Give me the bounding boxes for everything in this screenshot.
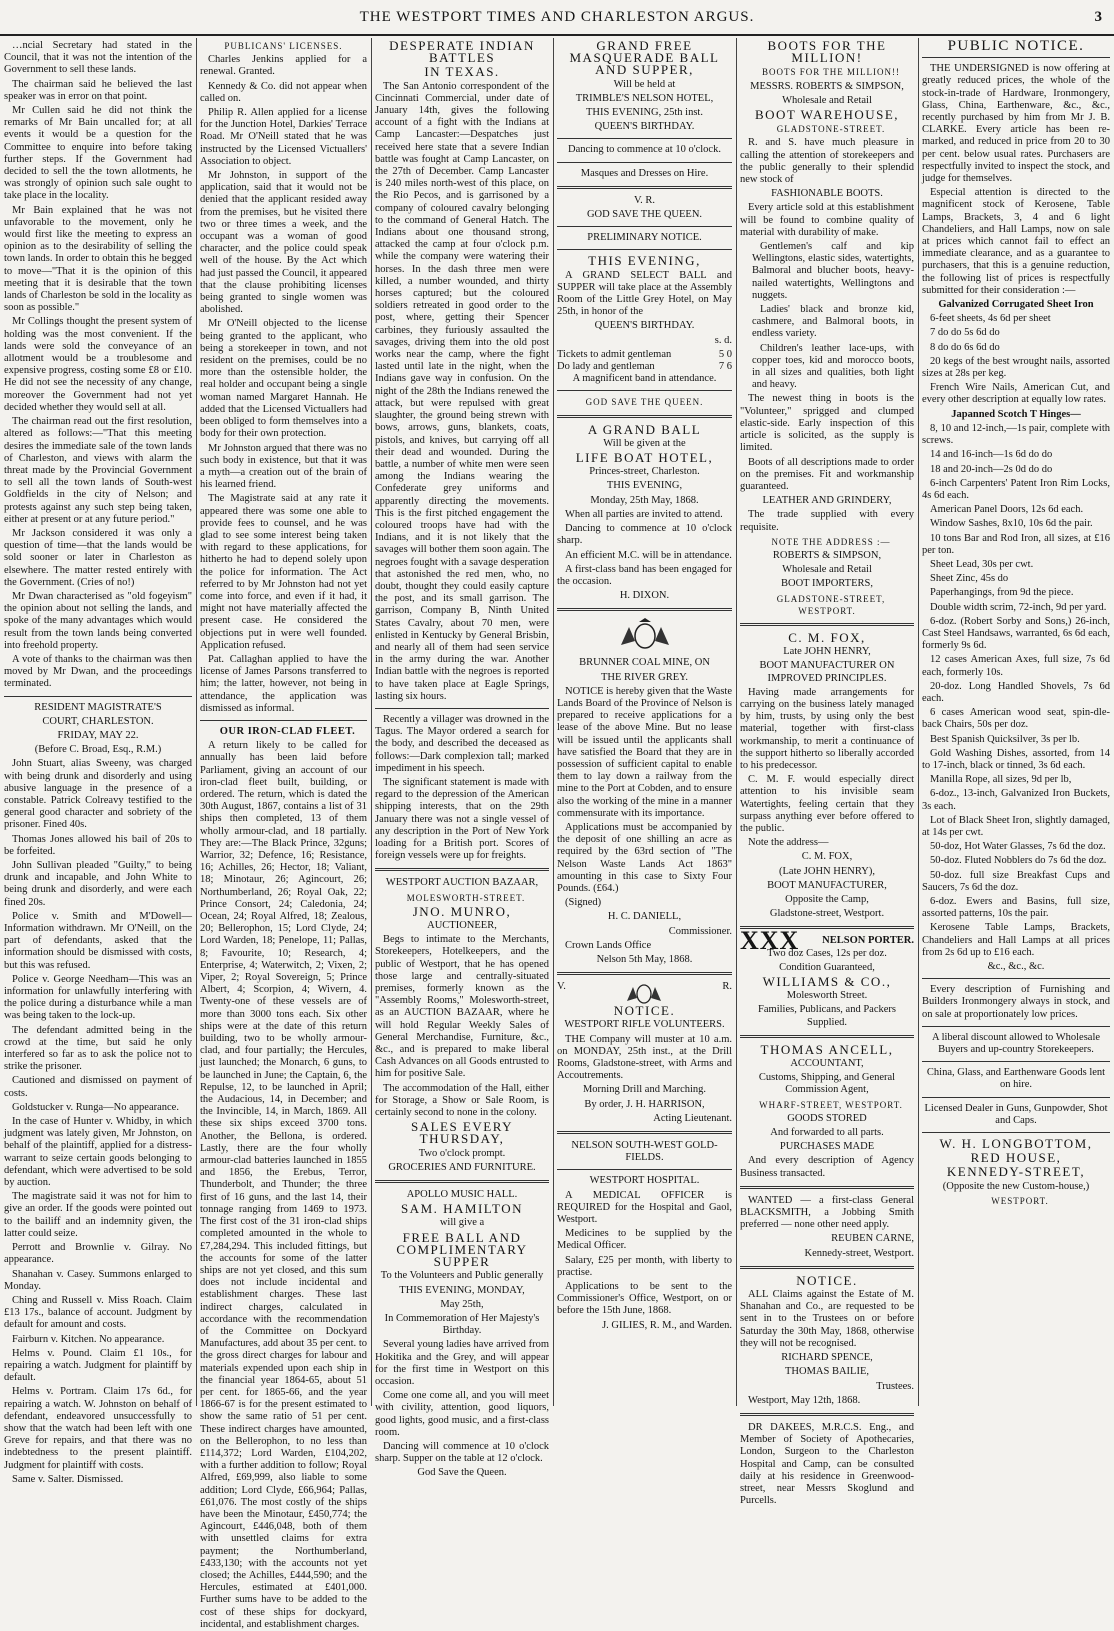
ad-text: Families, Publicans, and Packers Supplied. [758, 1004, 896, 1028]
court-case: John Stuart, alias Sweeny, was charged with being drunk and disorderly and using abusive language in the presence of a constable. Patrick Colreavy testified to the general good character and sobriety of the prisoner. Fined 40s. [4, 758, 192, 831]
ad-text: Two o'clock prompt. [418, 1147, 506, 1159]
price-item: Sheet Zinc, 45s do [930, 573, 1009, 585]
ad-text: Commissioner. [668, 925, 732, 937]
article-paragraph: Mr O'Neill objected to the license being granted to the applicant, who being a storekeeper in town, and not resident on the premises, could be no more than the ostensible holder, the real holder and occupant being a single woman named Margaret Hannah. He added that the Licensed Victuallers had been obliged to form themselves into a body for their own protection. [200, 318, 367, 440]
article-paragraph: Kennedy & Co. did not appear when called on. [200, 80, 367, 104]
price-item: 6-doz. (Robert Sorby and Sons,) 26-inch, Cast Steel Handsaws, warranted, 6s 6d each, formerly 9s 6d. [922, 615, 1110, 652]
price-item: Gold Washing Dishes, assorted, from 14 to 17-inch, black or tinned, 3s 6d each. [922, 747, 1110, 771]
price-label: Do lady and gentleman [557, 361, 655, 373]
article-paragraph: Mr Dwan characterised as "old fogeyism" the opinion about not selling the lands, and spoke of the many advantages which would result from the town lands being converted into freehold property. [4, 590, 192, 651]
article-paragraph: The chairman said he believed the last speaker was in error on that point. [4, 78, 192, 102]
article-paragraph: Mr Jackson considered it was only a question of time—that the lands would be sold sooner or later in Charleston as elsewhere. The matter rested entirely with the Government. (Cries of no!) [4, 527, 192, 588]
price-item: French Wire Nails, American Cut, and every other description at equally low rates. [922, 382, 1110, 406]
article-heading: OUR IRON-CLAD FLEET. [219, 725, 356, 737]
ad-heading: QUEEN'S BIRTHDAY. [594, 320, 695, 332]
section-heading: PUBLICANS' LICENSES. [224, 41, 343, 51]
ad-text: Every description of Furnishing and Builders Ironmongery always in stock, and on sale at proportionately low prices. [922, 984, 1110, 1020]
divider [740, 1035, 914, 1038]
price-item: 8, 10 and 12-inch,—1s pair, complete with screws. [922, 422, 1110, 447]
divider [557, 249, 732, 250]
ad-heading: GROCERIES AND FURNITURE. [388, 1161, 536, 1173]
ad-heading: PURCHASES MADE [779, 1141, 875, 1153]
divider [375, 1180, 549, 1183]
column-rule [918, 38, 919, 1406]
column-rule [736, 38, 737, 1406]
court-case: Same v. Salter. Dismissed. [12, 1473, 124, 1485]
article-paragraph: Mr Bain explained that he was not unfavorable to the movement, only he would first like the meeting to express an opinion as to the desirability of selling the town lands. In order to obtain this he begged to move—"That it is the opinion of this meeting that it is desirable that the town lands of Charleston be sold in the locality as soon as possible." [4, 204, 192, 314]
ad-text: will give a [439, 1217, 485, 1229]
ad-street: WHARF-STREET, WESTPORT. [759, 1099, 903, 1110]
ad-text: Gentlemen's calf and kip Wellingtons, elastic sides, watertights, Balmoral and blucher boots, heavy-nailed watertights, Wellingtons and nuggets. [752, 241, 914, 301]
ad-signature: By order, J. H. HARRISON, [584, 1098, 705, 1110]
ad-signature: J. GILIES, R. M., and Warden. [602, 1319, 732, 1331]
article-paragraph: Mr Collings thought the present system of holding was the most convenient. If the lands were sold the conveyance of an allotment would be a troublesome and expensive progress, costing some £8 or £10. He did not see the necessity of any change, moreover the Government had not yet decided whether they would sell at all. [4, 316, 192, 413]
price-item: 10 tons Bar and Rod Iron, all sizes, at £16 per ton. [922, 532, 1110, 556]
ad-text: (Late JOHN HENRY), [779, 865, 875, 877]
ad-text: A liberal discount allowed to Wholesale Buyers and up-country Storekeepers. [931, 1031, 1101, 1056]
ad-heading: BOOTS FOR THE MILLION! [767, 38, 887, 66]
ad-heading: APOLLO MUSIC HALL. [406, 1189, 518, 1201]
court-case: Helms v. Portram. Claim 17s 6d., for repairing a watch. W. Johnston on behalf of defendant, endeavored unsuccessfully to show that the watch had been left with one Greve for repairs, and that there was no indebtedness to the present plaintiff. Judgment for plaintiff with costs. [4, 1386, 192, 1471]
court-case: John Sullivan pleaded "Guilty," to being drunk and incapable, and John White to being drunk and disorderly, and were each fined 20s. [4, 860, 192, 908]
ad-text: Will be held at [613, 78, 676, 90]
page-number: 3 [1094, 9, 1102, 25]
ad-heading: NOTICE. [796, 1272, 858, 1288]
divider [557, 138, 732, 139]
court-case: Goldstucker v. Runga—No appearance. [12, 1101, 179, 1113]
article-heading: COURT, CHARLESTON. [42, 715, 154, 727]
article-heading: RESIDENT MAGISTRATE'S [34, 701, 162, 713]
ad-signature: H. DIXON. [619, 590, 670, 602]
divider [375, 708, 549, 709]
divider [922, 978, 1110, 979]
price-item: Kerosene Table Lamps, Brackets, Chandeliers and Hall Lamps at all prices from 2s 6d up to £16 each. [922, 922, 1110, 958]
price-item: Sheet Lead, 30s per cwt. [930, 558, 1034, 570]
ad-text: ACCOUNTANT, [790, 1058, 864, 1070]
price-item: 6 cases American wood seat, spin-dle-back Chairs, 50s per doz. [922, 707, 1110, 731]
price-value: 5 0 [718, 348, 732, 360]
ad-street: GLADSTONE-STREET. [776, 124, 886, 135]
ad-heading: BOOT IMPORTERS, [781, 578, 873, 590]
ad-text: Kennedy-street, Westport. [804, 1247, 914, 1259]
ad-text: WANTED — a first-class General BLACKSMITH, a Jobbing Smith preferred — none other need apply. [740, 1194, 914, 1231]
price-label: Tickets to admit gentleman [557, 348, 672, 360]
court-case: The magistrate said it was not for him to give an order. If the goods were pointed out to the bailiff and an indemnity given, the latter could seize. [4, 1191, 192, 1239]
price-item: 7 do do 5s 6d do [930, 327, 1000, 339]
court-case: In the case of Hunter v. Whidby, in which judgment was lately given, Mr Johnston, on behalf of the plaintiff, applied for a distress-warrant to seize certain goods belonging to defendant, which were advertised to be sold by auction. [4, 1116, 192, 1189]
ad-heading: NELSON SOUTH-WEST GOLD-FIELDS. [571, 1140, 718, 1164]
ad-text: Every article sold at this establishment will be found to combine quality of material with durability of make. [740, 202, 914, 238]
article-paragraph: Philip R. Allen applied for a license for the Junction Hotel, Darkies' Terrace Road. Mr O'Neill stated that he was instructed by the Licensed Victuallers' Association to object. [200, 107, 367, 167]
ad-text: Will be given at the [603, 437, 686, 449]
ad-heading: WESTPORT HOSPITAL. [589, 1175, 700, 1187]
ad-text: Ladies' black and bronze kid, cashmere, and Balmoral boots, in endless variety. [752, 304, 914, 340]
ad-heading: FREE BALL AND COMPLIMENTARY SUPPER [396, 1229, 528, 1270]
ad-heading: GOD SAVE THE QUEEN. [586, 209, 703, 221]
price-item: 8 do do 6s 6d do [930, 341, 1000, 353]
ad-text: Boots of all descriptions made to order on the premises. Fit and workmanship guaranteed. [740, 456, 914, 492]
price-item: &c., &c., &c. [987, 961, 1045, 973]
ad-text: Note the address— [748, 837, 829, 849]
ad-text: THIS EVENING, 25th inst. [586, 107, 703, 119]
article-paragraph: The Magistrate said at any rate it appeared there was some one able to provide fees to counsel, and he was glad to see some interest being taken with regard to these applications, for hitherto he had to depend solely upon the police for information. The Act referred to by Mr Johnston had not yet come into force, and even if it had, it might not have materially affected the present case. He considered the objections put in were well founded. Application refused. [200, 493, 367, 651]
ad-text: Morning Drill and Marching. [582, 1084, 707, 1096]
ad-text: An efficient M.C. will be in attendance. [565, 549, 732, 561]
ad-text: Westport, May 12th, 1868. [748, 1394, 861, 1406]
ad-heading: PUBLIC NOTICE. [947, 38, 1085, 54]
ad-heading: BOOT WAREHOUSE, [754, 107, 900, 123]
price-item: 18 and 20-inch—2s 0d do do [930, 463, 1053, 475]
ad-text: In Commemoration of Her Majesty's Birthday. [384, 1312, 540, 1337]
ad-heading: NELSON PORTER. [822, 935, 914, 947]
divider [740, 623, 914, 626]
ad-text: Masques and Dresses on Hire. [580, 167, 709, 179]
article-paragraph: Charles Jenkins applied for a renewal. Granted. [200, 54, 367, 78]
ad-text: When all parties are invited to attend. [565, 508, 723, 520]
ad-heading: C. M. FOX, [788, 629, 866, 645]
royal-crest-icon [624, 981, 664, 1005]
ad-heading: C. M. FOX, [801, 851, 853, 863]
court-date: FRIDAY, MAY 22. [57, 729, 139, 741]
ad-text: A first-class band has been engaged for the occasion. [557, 563, 732, 587]
ad-heading: Galvanized Corrugated Sheet Iron [938, 299, 1094, 311]
ad-text: Dancing will commence at 10 o'clock sharp. Supper on the table at 12 o'clock. [375, 1440, 549, 1465]
court-case: Shanahan v. Casey. Summons enlarged to Monday. [4, 1268, 192, 1292]
ad-text: Children's leather lace-ups, with copper toes, kid and morocco boots, in all sizes and qualities, both light and heavy. [752, 342, 914, 391]
ad-heading: BOOT MANUFACTURER ON IMPROVED PRINCIPLES. [759, 660, 895, 684]
column-6 [922, 40, 1110, 1404]
ad-heading: TRIMBLE'S NELSON HOTEL, [575, 92, 714, 104]
price-item: 20 kegs of the best wrought nails, assorted sizes at 28s per keg. [922, 355, 1110, 380]
ad-text: Trustees. [876, 1380, 914, 1392]
ad-note: NOTE THE ADDRESS :— [771, 536, 891, 547]
price-row [557, 349, 732, 361]
ad-text: The newest thing in boots is the "Volunteer," sprigged and clumped elastic-side. Early inspection of this article is solicited, as the supply is limited. [740, 393, 914, 454]
ad-subheading: BOOTS FOR THE MILLION!! [761, 67, 901, 78]
ad-heading: V. R. [633, 194, 656, 206]
ad-heading: THE RIVER GREY. [600, 671, 688, 683]
ad-street: GLADSTONE-STREET, WESTPORT. [776, 593, 886, 616]
court-case: Cautioned and dismissed on payment of costs. [4, 1075, 192, 1099]
ad-text: Especial attention is directed to the magnificent stock of Kerosene, Table Lamps, Brackets, 3, 4 and 6 light Chandeliers, and Hall Lamps, now on sale at prices which cannot fail to effect an immediate clearance, and as a guarantee to purchasers, that this is a genuine reduction, the following list of prices is respectfully submitted for their consideration :— [922, 187, 1110, 296]
ad-signature: RICHARD SPENCE, [781, 1352, 873, 1364]
court-case: Police v. George Needham—This was an information for unlawfully interfering with the police during a disturbance while a man was being taken to the lock-up. [4, 973, 192, 1022]
ad-heading: GOODS STORED [787, 1112, 867, 1124]
ad-heading: Japanned Scotch T Hinges— [951, 408, 1081, 420]
price-item: 6-doz. Ewers and Basins, full size, assorted patterns, 10s the pair. [922, 896, 1110, 920]
ad-text: The accommodation of the Hall, either for Storage, a Show or Sale Room, is certainly second to none in the colony. [375, 1082, 549, 1119]
ad-text: Medicines to be supplied by the Medical Officer. [557, 1228, 732, 1252]
divider [740, 1413, 914, 1416]
article-paragraph: Pat. Callaghan applied to have the license of James Parsons transferred to him; the latter, however, not being in attendance, the application was dismissed as informal. [200, 653, 367, 714]
divider [557, 1169, 732, 1170]
ad-text: To the Volunteers and Public generally [380, 1270, 544, 1282]
ad-text: Wholesale and Retail [782, 94, 872, 106]
ad-text: Acting Lieutenant. [653, 1112, 732, 1124]
ad-text: DR DAKEES, M.R.C.S. Eng., and Member of Society of Apothecaries, London, Surgeon to the Charleston Hospital and Camp, can be consulted daily at his residence in Greenwood-street, near Messrs Skoglund and Purcells. [740, 1421, 914, 1507]
ad-heading: NOTICE. [613, 1003, 676, 1019]
ad-heading: KENNEDY-STREET, [946, 1164, 1086, 1180]
article-paragraph: Recently a villager was drowned in the Tagus. The Mayor ordered a search for the body, and described the deceased as follows:—Dark complexion tall; marked impediment in his speech. [375, 713, 549, 774]
ad-heading: SALES EVERY THURSDAY, [410, 1119, 514, 1147]
ad-text: May 25th, [440, 1298, 484, 1310]
ad-text: Gladstone-street, Westport. [769, 908, 885, 920]
ad-text: C. M. F. would especially direct attention to his invisible seam Watertights, feeling certain that they surpass anything ever before offered to the public. [740, 774, 914, 834]
article-paragraph: Mr Johnston, in support of the application, said that it would not be denied that the applicant resided away from the premises, but he visited there two or three times a week, and the occupant was a woman of good character, and the police could speak well of the house. By the Act which had just passed the Council, it appeared that the clause prohibiting licenses being granted to single women was abolished. [200, 170, 367, 316]
ad-text: (Signed) [565, 897, 602, 909]
ad-text: THE UNDERSIGNED is now offering at greatly reduced prices, the whole of the stock-in-trade of Hardware, Ironmongery, Glass, China, Earthenware, &c., &c., recently purchased by him from Mr J. B. CLARKE. Every article has been re-marked, and reduced in price from 20 to 30 per cent. below usual rates. Purchasers are respectfully invited to inspect the stock, and judge for themselves. [922, 63, 1110, 185]
ad-heading: QUEEN'S BIRTHDAY. [594, 121, 695, 133]
ad-heading: WESTPORT RIFLE VOLUNTEERS. [564, 1019, 725, 1031]
price-item: 12 cases American Axes, full size, 7s 6d each, formerly 10s. [922, 654, 1110, 678]
vr-r: R. [722, 981, 732, 993]
ad-text: Several young ladies have arrived from Hokitika and the Grey, and will appear for the first time in Westport on this occasion. [375, 1339, 549, 1387]
price-item: 14 and 16-inch—1s 6d do do [930, 449, 1053, 461]
ad-text: And forwarded to all parts. [770, 1127, 884, 1139]
ad-text: Late JOHN HENRY, [783, 646, 871, 658]
vr-v: V. [557, 981, 566, 993]
price-item: 6-doz., 13-inch, Galvanized Iron Buckets, 3s each. [922, 788, 1110, 812]
ad-heading: THIS EVENING, [588, 253, 701, 269]
price-item: Lot of Black Sheet Iron, slightly damaged, at 14s per cwt. [922, 814, 1110, 838]
ad-text: The trade supplied with every requisite. [740, 509, 914, 533]
ad-text: THE Company will muster at 10 a.m. on MONDAY, 25th inst., at the Drill Rooms, Gladstone-street, with Arms and Accoutrements. [557, 1033, 732, 1082]
masthead [0, 6, 1114, 36]
price-item: 20-doz. Long Handled Shovels, 7s 6d each. [922, 680, 1110, 704]
ad-heading: BOOT MANUFACTURER, [767, 879, 887, 891]
divider [922, 1132, 1110, 1133]
newspaper-title: THE WESTPORT TIMES AND CHARLESTON ARGUS. [359, 9, 755, 25]
xxx-brand-mark: XXX [740, 926, 800, 956]
price-header: s. d. [714, 334, 732, 346]
divider [375, 868, 549, 871]
court-case: Perrott and Brownlie v. Gilray. No appearance. [4, 1242, 192, 1266]
court-case: Helms v. Pound. Claim £1 10s., for repairing a watch. Judgment for plaintiff by default. [4, 1347, 192, 1384]
column-rule [553, 38, 554, 1406]
ad-street: MOLESWORTH-STREET. [406, 892, 526, 903]
ad-heading: A GRAND BALL [587, 421, 702, 437]
divider [740, 1266, 914, 1269]
ad-text: WESTPORT. [991, 1195, 1049, 1206]
price-item: 50-doz. Fluted Nobblers do 7s 6d the doz. [930, 855, 1107, 867]
ad-text: Crown Lands Office [565, 939, 652, 951]
court-case: Fairburn v. Kitchen. No appearance. [12, 1333, 165, 1345]
article-heading: DESPERATE INDIAN BATTLES [389, 38, 535, 66]
price-item: 50-doz, Hot Water Glasses, 7s 6d the doz. [930, 841, 1106, 853]
ad-text: Dancing to commence at 10 o'clock. [568, 144, 721, 156]
ad-signature: THOMAS BAILIE, [785, 1366, 869, 1378]
ad-text: Applications must be accompanied by the deposit of one shilling an acre as required by the 63rd section of "The Nelson Waste Lands Act 1863" amounting in this case to Sixty Four Pounds. (£64.) [557, 821, 732, 894]
price-item: American Panel Doors, 12s 6d each. [930, 504, 1084, 516]
article-paragraph: A return likely to be called for annually has been laid before Parliament, giving an account of our iron-clad fleet built, building, or ordered. The return, which is dated the 30th August, 1867, contains a list of 31 ships then completed, 13 of them wholly armour-clad, and 18 partially. They are:—The Black Prince, 32guns; Warrior, 32; Defence, 16; Resistance, 16; Achilles, 26; Hector, 18; Valiant, 18; Minotaur, 26; Agincourt, 26; Northumberland, 26; Royal Oak, 22; Prince Consort, 24; Caledonia, 24; Ocean, 24; Royal Alfred, 18; Zealous, 20; Bellerophon, 15; Lord Clyde, 24; Lord Warden, 18; Penelope, 11; Pallas, 8; Favourite, 10; Research, 4; Enterprise, 4; Waterwitch, 2; Vixen, 2; Viper, 2; Royal Sovereign, 5; Prince Albert, 4; Scorpion, 4; Wivern, 4. Twenty-one of these vessels are of more than 3000 tons each. Six other ships were at the date of this return building, two to be wholly armour-clad, and four partially; the Hercules, just launched; the Monarch, 6 guns, to be launched in June; the Captain, 6, the Repulse, 12, to be launched in April; the Audacious, 14, in December; and the Invincible, 14, in March, 1869. All these six ships exceed 3700 tons. Another, the Bellona, is ordered. Lastly, there are the four wholly armour-clad batteries launched in 1855 and 1856, the Erebus, Terror, Thunderbolt, and Thunder; the three first of 16 guns, and the last 14, their tonnage ranging from 1469 to 1973. The first cost of the 31 iron-clad ships completed amounted in the whole to £7,284,294. This included fittings, but the accounts for some of the latter ships are not yet closed, and this sum does not include incidental and establishment charges. These last indirect charges, calculated in accordance with the recommendation of the Committee on Dockyard Manufactures, add about 35 per cent. to the gross direct charges for labour and materials expended upon each ship in the financial year 1864-65, about 51 per cent. for 1865-66, and the year 1866-67 is for the present estimated to show the same ratio of 51 per cent. These indirect charges have amounted, on the Bellerophon, to no less than £114,372; Lord Warden, £104,202, with a further addition to follow; Royal Alfred, £69,999, also liable to some addition; Lord Clyde, £66,964; Pallas, £61,076. The most costly of the ships have been the Minotaur, £450,774; the Agincourt, £446,048, both of them with unsettled claims for extra payment; the Northumberland, £433,130; with the accounts not yet closed; the Achilles, £444,590; and the Hercules, estimated at £401,000. Further sums have to be added to the cost of these ships for dockyard, incidental, and establishment charges. [200, 740, 367, 1630]
divider [922, 1026, 1110, 1027]
ad-text: Nelson 5th May, 1868. [596, 953, 693, 965]
ad-heading: LIFE BOAT HOTEL, [575, 450, 714, 466]
ad-text: A GRAND SELECT BALL and SUPPER will take place at the Assembly Room of the Little Grey Hotel, on May 25th, in honor of the [557, 269, 732, 318]
price-item: 50-doz. full size Breakfast Cups and Saucers, 7s 6d the doz. [922, 869, 1110, 893]
vr-row [557, 981, 732, 1005]
price-item: 6-inch Carpenters' Patent Iron Rim Locks, 4s 6d each. [922, 477, 1110, 501]
ad-text: Monday, 25th May, 1868. [590, 494, 699, 506]
ad-text: A magnificent band in attendance. [572, 373, 717, 385]
court-case: The defendant admitted being in the crowd at the time, but said he only interfered so far as to ask the police not to strike the prisoner. [4, 1024, 192, 1073]
ad-text: Customs, Shipping, and General Commission Agent, [758, 1072, 896, 1096]
article-paragraph: The San Antonio correspondent of the Cincinnati Commercial, under date of January 14th, gives the following account of a fight with the Indians at Camp Lancaster:—Despatches just received here state that a severe Indian battle was fought at Camp Lancaster, on the 27th of December. Camp Lancaster is 240 miles north-west of this place, on the Rio Pecos, and is garrisoned by a company of coloured cavalry belonging to the command of General Hatch. The Indians about one thousand strong, attacked the camp at four o'clock p.m. while the company were watering their horses. In the dash three men were killed, a number wounded, and thirty horses captured; but the coloured soldiers retreated in good order to the post, where, getting their Spencer carbines, they furiously assaulted the savages, driving them into the old post works near the camp, where the fight lasted until late in the night, when the Indians gave way in confusion. On the night of the 28th the Indians renewed the attack, but were repulsed with great slaughter, the ground being strewn with bows, arrows, guns, blankets, coats, pistols, and knives, but carrying off all their dead and wounded. During the battle, a number of white men were seen among the Indians wearing the Confederate grey uniforms and apparently directing the movements. This is the first pitched engagement the coloured troops have had with the Indians, and it is not likely that the savages will bother them soon again. The negroes fought with a savage desperation that astonished the red men, who, no doubt, thought they could easily capture the post, and its small garrison. The garrison, Company B, Ninth United States Cavalry, about 70 men, were enlisted in Kentucky by General Brisbin, and nearly all of them had seen service in the army during the war. Another Indian battle with the negroes is reported to have taken place at Eagle Springs, lasting six hours. [375, 80, 549, 702]
divider [740, 1186, 914, 1189]
ad-heading: RED HOUSE, [970, 1150, 1062, 1166]
royal-crest-icon [615, 617, 675, 651]
ad-text: Licensed Dealer in Guns, Gunpowder, Shot and Caps. [924, 1102, 1108, 1126]
divider [557, 186, 732, 189]
court-case: Thomas Jones allowed his bail of 20s to be forfeited. [4, 833, 192, 857]
price-item: 6-feet sheets, 4s 6d per sheet [930, 313, 1051, 325]
column-3 [375, 38, 549, 1479]
ad-text: R. and S. have much pleasure in calling the attention of storekeepers and the public generally to their splendid new stock of [740, 137, 914, 186]
ad-heading: MESSRS. ROBERTS & SIMPSON, [750, 80, 904, 92]
ad-text: China, Glass, and Earthenware Goods lent on hire. [926, 1067, 1106, 1091]
price-item: Double width scrim, 72-inch, 9d per yard. [930, 601, 1107, 613]
article-paragraph: A vote of thanks to the chairman was then moved by Mr Dwan, and the proceedings terminated. [4, 653, 192, 690]
ad-heading: LEATHER AND GRINDERY, [762, 495, 892, 507]
ad-text: God Save the Queen. [417, 1467, 507, 1479]
ad-text: Salary, £25 per month, with liberty to practise. [557, 1254, 732, 1278]
price-item: Window Sashes, 8x10, 10s 6d the pair. [930, 518, 1093, 530]
ad-text: Having made arrangements for carrying on the business lately managed by him, trusts, by using only the best material, together with first-class workmanship, to merit a continuance of the support hitherto so liberally accorded to his predecessor. [740, 686, 914, 771]
divider [4, 696, 192, 697]
ad-text: Princes-street, Charleston. [589, 466, 700, 478]
article-heading: IN TEXAS. [424, 64, 500, 80]
ad-heading: GRAND FREE MASQUERADE BALL AND SUPPER, [569, 38, 720, 78]
divider [557, 608, 732, 611]
column-rule [196, 38, 197, 1406]
ad-heading: WILLIAMS & CO., [762, 974, 892, 990]
ad-heading: THIS EVENING, MONDAY, [399, 1284, 525, 1296]
ad-text: Dancing to commence at 10 o'clock sharp. [557, 523, 732, 547]
divider [200, 720, 367, 721]
ad-text: And every description of Agency Business transacted. [740, 1155, 914, 1179]
price-row [557, 361, 732, 373]
divider [922, 1097, 1110, 1098]
divider [557, 415, 732, 418]
ad-text: Condition Guaranteed, [779, 961, 875, 973]
court-case: Ching and Russell v. Miss Roach. Claim £13 17s., balance of account. Judgment by default for amount and costs. [4, 1294, 192, 1331]
ad-text: Two doz Cases, 12s per doz. [767, 947, 887, 959]
article-paragraph: …ncial Secretary had stated in the Council, that it was not the intention of the Government to sell these lands. [4, 40, 192, 76]
court-before: (Before C. Broad, Esq., R.M.) [34, 744, 162, 756]
ad-heading: W. H. LONGBOTTOM, [939, 1136, 1093, 1152]
divider [922, 1061, 1110, 1062]
ad-text: GOD SAVE THE QUEEN. [585, 397, 704, 408]
price-value: 7 6 [718, 361, 732, 373]
ad-heading: BRUNNER COAL MINE, ON [579, 657, 710, 669]
article-paragraph: Mr Cullen said he did not think the remarks of Mr Bain uncalled for; at all events it would be a question for the Committee to enquire into before taking further steps. If the Government had decided to sell the the town allotments, he was strongly of opinion such sale ought to take place in the locality. [4, 105, 192, 202]
ad-text: Begs to intimate to the Merchants, Storekeepers, Hotelkeepers, and the public of Westport, that he has opened those large and centrally-situated premises, formerly known as the "Assembly Rooms," Molesworth-street, as an AUCTION BAZAAR, where he will hold Regular Weekly Sales of General Merchandise, Furniture, &c., &c., and is prepared to make liberal Cash Advances on all Goods entrusted to him for positive Sale. [375, 934, 549, 1080]
column-4 [557, 40, 732, 1404]
ad-heading: THIS EVENING, [606, 480, 683, 492]
ad-heading: ROBERTS & SIMPSON, [772, 549, 882, 561]
divider [922, 57, 1110, 58]
ad-text: Applications to be sent to the Commissioner's Office, Westport, on or before the 15th June, 1868. [557, 1281, 732, 1317]
ad-role: AUCTIONEER, [427, 920, 497, 932]
column-rule [371, 38, 372, 1406]
ad-text: (Opposite the new Custom-house,) [942, 1180, 1090, 1192]
ad-heading: THOMAS ANCELL, [760, 1041, 894, 1057]
column-5 [740, 38, 914, 1507]
ad-text: Molesworth Street. [786, 990, 868, 1002]
ad-text: Wholesale and Retail [782, 564, 872, 576]
price-item: Manilla Rope, all sizes, 9d per lb, [930, 774, 1072, 786]
price-item: Paperhangings, from 9d the piece. [930, 587, 1074, 599]
ad-name: JNO. MUNRO, [412, 903, 512, 919]
ad-signature: REUBEN CARNE, [831, 1233, 914, 1245]
divider [557, 972, 732, 975]
article-paragraph: Mr Johnston argued that there was no such body in existence, but that it was a myth—a creation out of the brain of his learned friend. [200, 442, 367, 491]
divider [557, 1131, 732, 1134]
ad-signature: H. C. DANIELL, [607, 911, 682, 923]
ad-text: ALL Claims against the Estate of M. Shanahan and Co., are requested to be sent in to the Trustees on or before Saturday the 30th May, 1868, otherwise they will not be recognised. [740, 1289, 914, 1349]
ad-name: SAM. HAMILTON [400, 1201, 524, 1217]
ad-heading: WESTPORT AUCTION BAZAAR, [385, 877, 539, 889]
price-item: Best Spanish Quicksilver, 3s per lb. [930, 733, 1080, 745]
ad-heading: PRELIMINARY NOTICE. [587, 232, 702, 244]
column-1 [4, 40, 192, 1485]
ad-text: Come one come all, and you will meet with civility, attention, good liquors, good lights, good music, and a first-class room. [375, 1390, 549, 1438]
ad-heading: FASHIONABLE BOOTS. [771, 188, 883, 200]
article-paragraph: The significant statement is made with regard to the depression of the American shipping interests, that on the 29th January there was not a single vessel of any description in the Port of New York loading for a British port. Scores of foreign vessels were up for freights. [375, 776, 549, 862]
divider [557, 162, 732, 163]
ad-text: Opposite the Camp, [785, 894, 869, 905]
divider [557, 226, 732, 227]
court-case: Police v. Smith and M'Dowell—Information withdrawn. Mr O'Neill, on the part of defendants, asked that the information should be dismissed with costs, but this was refused. [4, 910, 192, 971]
column-2 [200, 40, 367, 1630]
divider [557, 390, 732, 391]
ad-text: A MEDICAL OFFICER is REQUIRED for the Hospital and Gaol, Westport. [557, 1189, 732, 1226]
ad-text: NOTICE is hereby given that the Waste Lands Board of the Province of Nelson is prepared to receive applications for a lease of the above Mine. But no lease will be issued until the applicants shall have satisfied the Board that they are in possession of sufficient capital to enable them to lay down a railway from the mine to the Port at Cobden, and to ensure also the working of the mine in a manner commensurate with its importance. [557, 685, 732, 819]
article-paragraph: The chairman read out the first resolution, altered as follows:—"That this meeting desires the immediate sale of the town lands of Charleston, and views with alarm the threat made by the Provincial Government to sell all the town lands of South-west Goldfields in the city of Nelson; and protests against any such step being taken, either at present or at any future period." [4, 416, 192, 525]
